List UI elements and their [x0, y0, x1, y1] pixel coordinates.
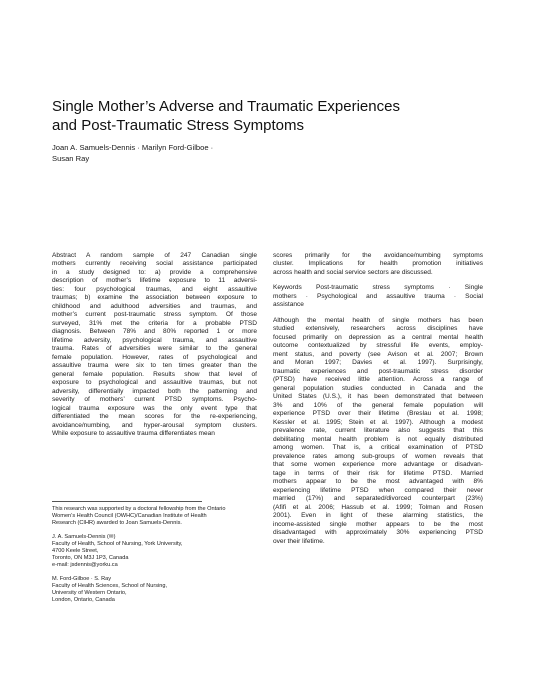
text-line: severity of mothers’ current PTSD symptoms. Psycho-	[52, 396, 257, 404]
text-line: surveyed, 31% met the criteria for a probable PTSD	[52, 319, 257, 327]
author-list	[52, 142, 492, 164]
text-line: Although the mental health of single mothers has been	[273, 316, 483, 324]
text-line: assistance	[273, 301, 304, 309]
text-line: e-mail: jsdennis@yorku.ca	[52, 562, 118, 569]
text-line: and Moran 1997; Davies et al. 1997). Surprisingly,	[273, 359, 483, 367]
text-line: debilitating mental health problem is not equally distributed	[273, 435, 483, 443]
text-line: mother’s current post-traumatic stress symptom. Of those	[52, 311, 257, 319]
text-line: tage in terms of their risk for lifetime PTSD. Married	[273, 469, 483, 477]
article-title	[52, 97, 492, 135]
text-line: focused primarily on depression as a central mental health	[273, 333, 483, 341]
text-line: While exposure to assaultive trauma differentiates mean	[52, 430, 215, 438]
text-line: differentiated the mean scores for the re-experiencing,	[52, 413, 257, 421]
text-line: Research (CIHR) awarded to Joan Samuels-Dennis.	[52, 520, 182, 527]
text-line: Keywords Post-traumatic stress symptoms · Single	[273, 284, 483, 292]
text-line: prevalence rate, current literature also suggests that this	[273, 427, 483, 435]
text-line: female population. However, rates of psychological and	[52, 353, 257, 361]
text-line: mothers · Psychological and assaultive trauma · Social	[273, 292, 483, 300]
text-line: ties: four psychological traumas, and eight assaultive	[52, 285, 257, 293]
text-line: description of mother’s lifetime exposure to 11 adversi-	[52, 277, 257, 285]
footnote	[52, 506, 262, 604]
text-line: scores primarily for the avoidance/numbing symptoms	[273, 252, 483, 259]
funding-note	[52, 506, 262, 528]
text-line: United States (U.S.), it has been demonstrated that between	[273, 393, 483, 401]
text-line: mothers appear to be the most advantaged with 8%	[273, 478, 483, 486]
text-line: general female population. Results show that level of	[52, 370, 257, 378]
abstract-column	[52, 252, 257, 439]
text-line: childhood and adulthood adversities and traumas, and	[52, 302, 257, 310]
introduction-paragraph	[273, 317, 483, 546]
text-line: (Afifi et al. 2006; Hassub et al. 1999; Tolman and Rosen	[273, 503, 483, 511]
text-line: J. A. Samuels-Dennis (✉)	[52, 533, 116, 540]
text-line: prevalence rates among sub-groups of women reveals that	[273, 452, 483, 460]
text-line: in a study designed to: a) provide a comprehensive	[52, 268, 257, 276]
text-line: (PTSD) have received little attention. Across a range of	[273, 376, 483, 384]
text-line: ment status, and poverty (see Avison et al. 2007; Brown	[273, 350, 483, 358]
title-line-1: Single Mother’s Adverse and Traumatic Experiences	[52, 98, 400, 115]
text-line: diagnosis. Between 78% and 80% reported 1 or more	[52, 328, 257, 336]
text-line: across health and social service sectors are discussed.	[273, 268, 433, 276]
text-line: general population studies conducted in Canada and the	[273, 384, 483, 392]
text-line: Faculty of Health, School of Nursing, York University,	[52, 540, 183, 547]
text-line: lifetime adversity, psychological trauma, and assaultive	[52, 336, 257, 344]
text-line: M. Ford-Gilboe · S. Ray	[52, 575, 112, 582]
text-line: assaultive trauma were six to ten times greater than the	[52, 362, 257, 370]
text-line: income-assisted single mother appears to be the most	[273, 520, 483, 528]
author-affiliation-2	[52, 576, 262, 605]
text-line: married (17%) and separated/divorced counterpart (23%)	[273, 495, 483, 503]
text-line: logical trauma exposure was the only event type that	[52, 404, 257, 412]
text-line: Women’s Health Council (OWHC)/Canadian Institute of Health	[52, 513, 207, 520]
text-line: experience PTSD over their lifetime (Breslau et al. 1998;	[273, 410, 483, 418]
text-line: outcome contextualized by stressful life events, employ-	[273, 342, 483, 350]
text-line: 4700 Keele Street,	[52, 548, 99, 555]
text-line: Kessler et al. 1995; Stein et al. 1997). Although a modest	[273, 418, 483, 426]
text-line: London, Ontario, Canada	[52, 597, 115, 604]
text-line: 3% and 10% of the general female population will	[273, 401, 483, 409]
authors-line-2: Susan Ray	[52, 154, 90, 163]
text-line: cluster. Implications for health promotion initiatives	[273, 260, 483, 268]
text-line: studied extensively, researchers across disciplines have	[273, 325, 483, 333]
title-line-2: and Post-Traumatic Stress Symptoms	[52, 117, 305, 134]
text-line: experiencing lifetime PTSD when compared their never	[273, 486, 483, 494]
footnote-divider	[52, 501, 202, 502]
text-line: trauma. Rates of adversities were similar to the general	[52, 345, 257, 353]
authors-line-1: Joan A. Samuels-Dennis · Marilyn Ford-Gilboe ·	[52, 143, 214, 152]
author-affiliation-1	[52, 534, 262, 570]
text-line: traumatic experiences and post-traumatic stress disorder	[273, 367, 483, 375]
text-line: 2001). Even in light of these alarming statistics, the	[273, 512, 483, 520]
text-line: avoidance/numbing, and hyper-arousal symptom clusters.	[52, 421, 257, 429]
text-line: adversity, differentially impacted both the patterning and	[52, 387, 257, 395]
text-line: mothers currently receiving social assistance participated	[52, 260, 257, 268]
text-line: Abstract A random sample of 247 Canadian single	[52, 252, 257, 259]
text-line: Toronto, ON M3J 1P3, Canada	[52, 555, 129, 562]
text-line: that some women experience more advantage or disadvan-	[273, 461, 483, 469]
text-line: University of Western Ontario,	[52, 590, 127, 597]
text-line: Faculty of Health Sciences, School of Nursing,	[52, 582, 168, 589]
abstract	[52, 252, 257, 439]
text-line: over their lifetime.	[273, 537, 325, 545]
text-line: among women. That is, a critical examination of PTSD	[273, 444, 483, 452]
keywords	[273, 284, 483, 309]
right-column	[273, 252, 483, 546]
abstract-continued	[273, 252, 483, 277]
text-line: traumas; b) examine the association between exposure to	[52, 294, 257, 302]
text-line: exposure to psychological and assaultive traumas, but not	[52, 379, 257, 387]
text-line: This research was supported by a doctoral fellowship from the Ontario	[52, 506, 226, 512]
text-line: disadvantaged with approximately 30% experiencing PTSD	[273, 529, 483, 537]
